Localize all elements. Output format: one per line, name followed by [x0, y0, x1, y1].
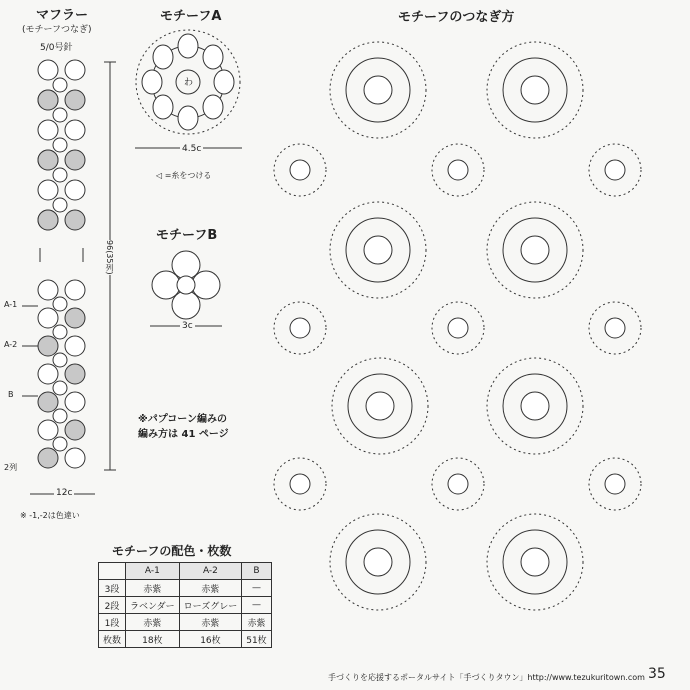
table-cell: —	[242, 580, 271, 597]
table-cell: 赤紫	[179, 614, 242, 631]
table-header-cell	[99, 563, 126, 580]
table-row	[99, 597, 272, 614]
muffler-title: マフラー	[36, 8, 89, 23]
table-cell: 赤紫	[179, 580, 242, 597]
table-header-row	[99, 563, 272, 580]
motif-b-width: 3c	[182, 321, 193, 331]
table-row	[99, 580, 272, 597]
page-number: 35	[648, 666, 666, 682]
motif-a-title: モチーフA	[160, 9, 222, 24]
color-table-title: モチーフの配色・枚数	[112, 544, 232, 558]
table-header-cell: B	[242, 563, 271, 580]
table-cell: 51枚	[242, 631, 271, 648]
table-row	[99, 614, 272, 631]
table-cell: 1段	[99, 614, 126, 631]
row-label-a1: A-1	[4, 300, 18, 309]
table-cell: 3段	[99, 580, 126, 597]
needle-size: 5/0号針	[40, 43, 73, 53]
table-cell: ローズグレー	[179, 597, 242, 614]
muffler-subtitle: (モチーフつなぎ)	[22, 25, 92, 35]
table-cell: 16枚	[179, 631, 242, 648]
table-cell: 赤紫	[126, 580, 180, 597]
table-row	[99, 631, 272, 648]
table-cell: 18枚	[126, 631, 180, 648]
table-cell: 2段	[99, 597, 126, 614]
attach-note: ◁ =糸をつける	[156, 171, 212, 180]
muffler-width: 12c	[56, 488, 73, 498]
table-cell: 赤紫	[126, 614, 180, 631]
motif-a-center-mark: わ	[184, 78, 194, 88]
table-cell: 枚数	[99, 631, 126, 648]
muffler-height: 96(35列)	[105, 240, 114, 275]
row-label-a2: A-2	[4, 340, 18, 349]
row-label-b: B	[8, 390, 14, 399]
footer-text: 手づくりを応援するポータルサイト「手づくりタウン」http://www.tezukuritown.com	[328, 673, 645, 682]
table-cell: —	[242, 597, 271, 614]
table-header-cell: A-1	[126, 563, 180, 580]
color-table	[98, 562, 272, 648]
muffler-note: ※ -1,-2は色違い	[20, 511, 80, 520]
popcorn-note: ※パプコーン編みの 編み方は 41 ページ	[138, 414, 229, 440]
joining-title: モチーフのつなぎ方	[398, 10, 515, 25]
motif-b-title: モチーフB	[156, 228, 218, 243]
bottom-label: 2列	[4, 463, 18, 472]
table-header-cell: A-2	[179, 563, 242, 580]
table-cell: 赤紫	[242, 614, 271, 631]
table-cell: ラベンダー	[126, 597, 180, 614]
motif-a-width: 4.5c	[182, 144, 202, 154]
